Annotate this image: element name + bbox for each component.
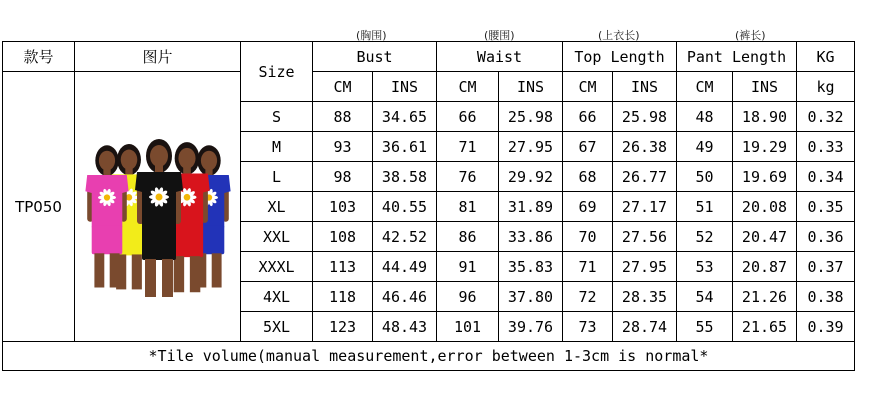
model-face xyxy=(98,150,114,170)
size-cell: XL xyxy=(241,192,313,222)
top-in-cell: 25.98 xyxy=(613,102,677,132)
kg-header: KG xyxy=(797,42,855,72)
bust-in-cell: 44.49 xyxy=(373,252,437,282)
pant-in-cell: 21.26 xyxy=(733,282,797,312)
pant-in-cell: 20.87 xyxy=(733,252,797,282)
waist-in-cell: 29.92 xyxy=(499,162,563,192)
picture-header: 图片 xyxy=(75,42,241,72)
top-cm-cell: 66 xyxy=(563,102,613,132)
unit-row xyxy=(3,72,855,102)
kg-cell: 0.38 xyxy=(797,282,855,312)
waist-cm-cell: 96 xyxy=(437,282,499,312)
model-leg xyxy=(173,256,183,292)
pant-cm-cell: 53 xyxy=(677,252,733,282)
waist-cm-cell: 71 xyxy=(437,132,499,162)
model-leg xyxy=(94,253,104,287)
size-cell: XXL xyxy=(241,222,313,252)
pant-cm-cell: 49 xyxy=(677,132,733,162)
model-shorts xyxy=(91,225,122,254)
pant-cm-cell: 50 xyxy=(677,162,733,192)
note-row xyxy=(3,342,855,371)
model-shorts xyxy=(142,228,176,260)
bust-cm-unit: CM xyxy=(313,72,373,102)
waist-cm-unit: CM xyxy=(437,72,499,102)
top-length-sublabel: (上衣长) xyxy=(598,29,640,42)
bust-in-cell: 48.43 xyxy=(373,312,437,342)
pant-cm-cell: 48 xyxy=(677,102,733,132)
waist-in-cell: 33.86 xyxy=(499,222,563,252)
bust-in-cell: 46.46 xyxy=(373,282,437,312)
bust-cm-cell: 88 xyxy=(313,102,373,132)
kg-cell: 0.36 xyxy=(797,222,855,252)
bust-cm-cell: 108 xyxy=(313,222,373,252)
waist-cm-cell: 86 xyxy=(437,222,499,252)
kg-cell: 0.37 xyxy=(797,252,855,282)
waist-in-cell: 31.89 xyxy=(499,192,563,222)
bust-cm-cell: 118 xyxy=(313,282,373,312)
top-length-header: Top Length xyxy=(563,42,677,72)
waist-ins-unit: INS xyxy=(499,72,563,102)
top-cm-cell: 67 xyxy=(563,132,613,162)
top-cm-cell: 68 xyxy=(563,162,613,192)
kg-cell: 0.35 xyxy=(797,192,855,222)
daisy-center xyxy=(103,194,109,200)
model-neck xyxy=(155,165,163,172)
model-face xyxy=(200,150,216,170)
pant-length-header: Pant Length xyxy=(677,42,797,72)
waist-in-cell: 37.80 xyxy=(499,282,563,312)
top-in-cell: 26.77 xyxy=(613,162,677,192)
top-cm-cell: 73 xyxy=(563,312,613,342)
waist-in-cell: 35.83 xyxy=(499,252,563,282)
pant-in-cell: 18.90 xyxy=(733,102,797,132)
header-row-1 xyxy=(3,42,855,72)
bust-in-cell: 38.58 xyxy=(373,162,437,192)
top-cm-cell: 69 xyxy=(563,192,613,222)
model-face xyxy=(120,149,137,169)
top-in-cell: 27.95 xyxy=(613,252,677,282)
waist-in-cell: 39.76 xyxy=(499,312,563,342)
model-leg xyxy=(162,259,173,297)
models-in-outfits-image xyxy=(83,112,233,302)
pant-in-cell: 19.29 xyxy=(733,132,797,162)
top-cm-cell: 72 xyxy=(563,282,613,312)
pant-cm-cell: 52 xyxy=(677,222,733,252)
bust-cm-cell: 103 xyxy=(313,192,373,222)
model-face xyxy=(150,145,168,167)
size-header: Size xyxy=(241,42,313,102)
bust-cm-cell: 98 xyxy=(313,162,373,192)
bust-header: Bust xyxy=(313,42,437,72)
model-face xyxy=(178,147,195,168)
top-cm-unit: CM xyxy=(563,72,613,102)
pant-ins-unit: INS xyxy=(733,72,797,102)
size-cell: L xyxy=(241,162,313,192)
waist-cm-cell: 101 xyxy=(437,312,499,342)
top-ins-unit: INS xyxy=(613,72,677,102)
top-in-cell: 28.35 xyxy=(613,282,677,312)
bust-in-cell: 40.55 xyxy=(373,192,437,222)
bust-cm-cell: 113 xyxy=(313,252,373,282)
product-photo xyxy=(75,72,241,342)
waist-header: Waist xyxy=(437,42,563,72)
waist-cm-cell: 76 xyxy=(437,162,499,192)
pant-cm-unit: CM xyxy=(677,72,733,102)
pant-cm-cell: 55 xyxy=(677,312,733,342)
measurement-note: *Tile volume(manual measurement,error between 1-3cm is normal* xyxy=(3,342,855,371)
pant-cm-cell: 51 xyxy=(677,192,733,222)
kg-cell: 0.39 xyxy=(797,312,855,342)
kg-cell: 0.33 xyxy=(797,132,855,162)
bust-in-cell: 42.52 xyxy=(373,222,437,252)
daisy-center xyxy=(183,193,190,200)
waist-sublabel: (腰围) xyxy=(484,29,515,42)
model-neck xyxy=(125,167,132,173)
bust-ins-unit: INS xyxy=(373,72,437,102)
size-cell: 5XL xyxy=(241,312,313,342)
kg-cell: 0.34 xyxy=(797,162,855,192)
waist-cm-cell: 81 xyxy=(437,192,499,222)
size-cell: 4XL xyxy=(241,282,313,312)
pant-in-cell: 21.65 xyxy=(733,312,797,342)
waist-cm-cell: 66 xyxy=(437,102,499,132)
model-code: TP050 xyxy=(3,72,75,342)
kg-cell: 0.32 xyxy=(797,102,855,132)
top-in-cell: 26.38 xyxy=(613,132,677,162)
top-in-cell: 27.56 xyxy=(613,222,677,252)
bust-sublabel: (胸围) xyxy=(356,29,387,42)
top-in-cell: 28.74 xyxy=(613,312,677,342)
size-cell: M xyxy=(241,132,313,162)
bust-in-cell: 36.61 xyxy=(373,132,437,162)
top-cm-cell: 70 xyxy=(563,222,613,252)
model-leg xyxy=(189,256,199,292)
pant-in-cell: 20.47 xyxy=(733,222,797,252)
model-leg xyxy=(131,254,141,289)
top-cm-cell: 71 xyxy=(563,252,613,282)
bust-cm-cell: 123 xyxy=(313,312,373,342)
kg-unit: kg xyxy=(797,72,855,102)
waist-cm-cell: 91 xyxy=(437,252,499,282)
top-in-cell: 27.17 xyxy=(613,192,677,222)
pant-length-sublabel: (裤长) xyxy=(735,29,766,42)
model-leg xyxy=(109,253,119,287)
bust-cm-cell: 93 xyxy=(313,132,373,162)
model-neck xyxy=(183,166,191,173)
size-cell: XXXL xyxy=(241,252,313,282)
pant-cm-cell: 54 xyxy=(677,282,733,312)
pant-in-cell: 20.08 xyxy=(733,192,797,222)
daisy-center xyxy=(155,193,162,200)
model-neck xyxy=(103,168,110,174)
size-chart-table xyxy=(2,41,855,371)
size-cell: S xyxy=(241,102,313,132)
model-leg xyxy=(211,253,221,287)
pant-in-cell: 19.69 xyxy=(733,162,797,192)
model-leg xyxy=(145,259,156,297)
bust-in-cell: 34.65 xyxy=(373,102,437,132)
model-no-header: 款号 xyxy=(3,42,75,72)
waist-in-cell: 27.95 xyxy=(499,132,563,162)
waist-in-cell: 25.98 xyxy=(499,102,563,132)
